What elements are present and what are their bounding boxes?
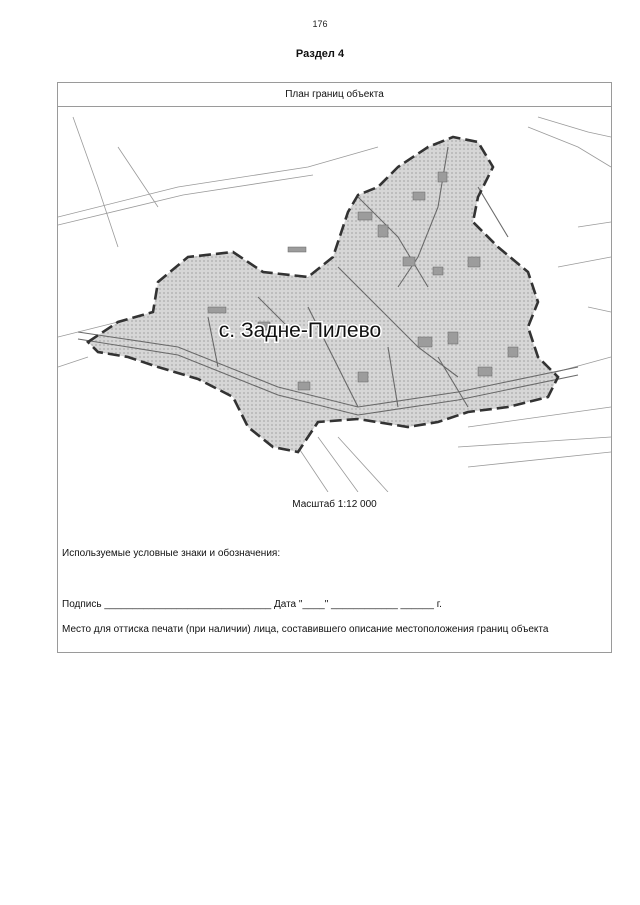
settlement-area [88, 137, 558, 452]
legend-label: Используемые условные знаки и обозначения: [62, 548, 281, 559]
boundary-plan-form [57, 82, 612, 653]
page-number: 176 [312, 19, 328, 29]
stamp-place-label: Место для оттиска печати (при наличии) лица, составившего описание местоположения границ объекта [62, 624, 549, 635]
signature-date-line: Подпись ______________________________ Дата "____" ____________ ______ г. [62, 599, 442, 610]
section-title: Раздел 4 [295, 48, 345, 60]
place-label: с. Задне-Пилево [218, 319, 382, 342]
scale-label: Масштаб 1:12 000 [292, 499, 377, 510]
map-drawing [58, 107, 611, 492]
boundary-map [58, 107, 611, 492]
form-header: План границ объекта [58, 83, 611, 107]
